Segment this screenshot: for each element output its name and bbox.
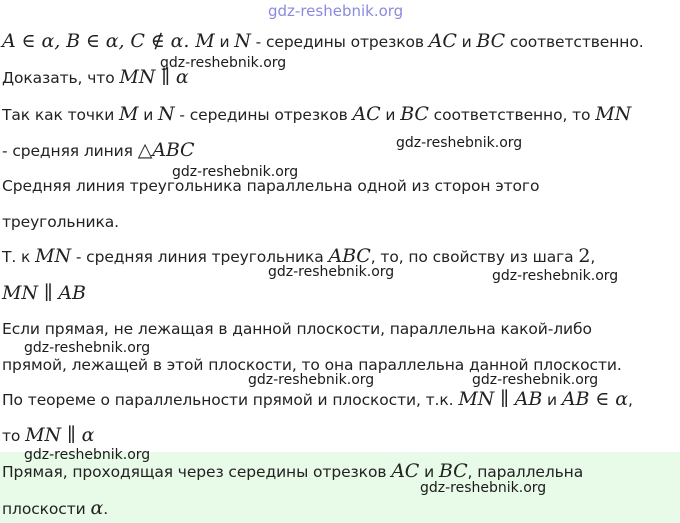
step3-result: MN ∥ AB — [2, 282, 86, 304]
watermark: gdz-reshebnik.org — [492, 268, 619, 284]
watermark: gdz-reshebnik.org — [268, 264, 395, 280]
answer-line: Прямая, проходящая через середины отрезков AC и BC, параллельна — [2, 460, 584, 482]
watermark: gdz-reshebnik.org — [248, 372, 375, 388]
watermark: gdz-reshebnik.org — [24, 340, 151, 356]
theorem-line-cont: прямой, лежащей в этой плоскости, то она параллельна данной плоскости. — [2, 356, 622, 374]
watermark: gdz-reshebnik.org — [172, 164, 299, 180]
step2-line-cont: треугольника. — [2, 213, 119, 231]
watermark: gdz-reshebnik.org — [24, 447, 151, 463]
step1-line: Так как точки M и N - середины отрезков AC и BC соответственно, то MN — [2, 103, 632, 125]
watermark: gdz-reshebnik.org — [396, 135, 523, 151]
theorem-line: Если прямая, не лежащая в данной плоскости, параллельна какой-либо — [2, 320, 592, 338]
watermark: gdz-reshebnik.org — [420, 480, 547, 496]
answer-line-cont: плоскости α. — [2, 497, 109, 519]
conclusion-result: то MN ∥ α — [2, 424, 95, 446]
step3-line: Т. к MN - средняя линия треугольника ABC, то, по свойству из шага 2, — [2, 245, 596, 267]
watermark: gdz-reshebnik.org — [472, 372, 599, 388]
conclusion-line: По теореме о параллельности прямой и плоскости, т.к. MN ∥ AB и AB ∈ α, — [2, 388, 633, 410]
step2-line: Средняя линия треугольника параллельна одной из сторон этого — [2, 177, 540, 195]
prove-line: Доказать, что MN ∥ α — [2, 66, 189, 88]
watermark: gdz-reshebnik.org — [160, 55, 287, 71]
condition-line: A ∈ α, B ∈ α, C ∉ α. M и N - середины отрезков AC и BC соответственно. — [2, 30, 644, 52]
step1-line-cont: - средняя линия △ABC — [2, 139, 195, 161]
watermark: gdz-reshebnik.org — [268, 2, 404, 20]
